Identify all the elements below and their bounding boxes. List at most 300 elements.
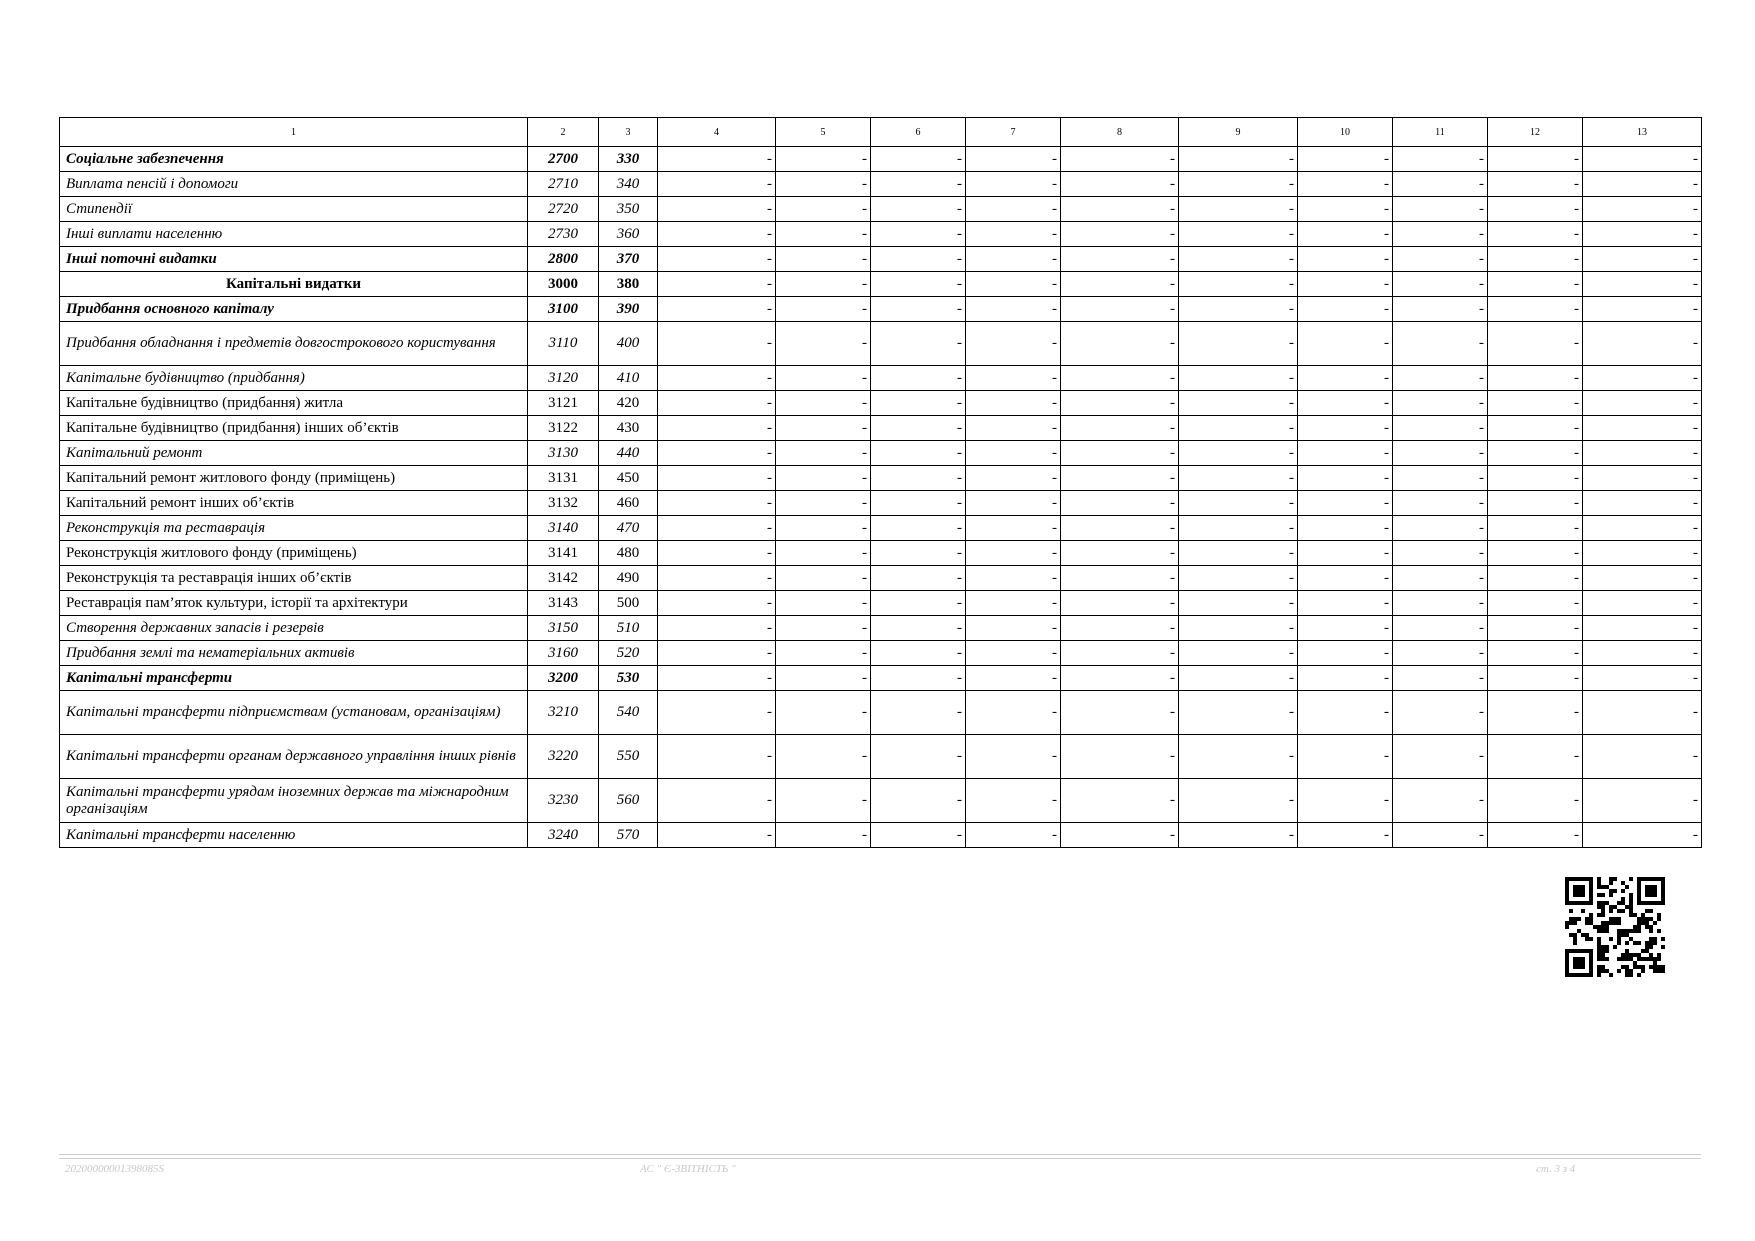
value-cell: - (1061, 466, 1179, 491)
value-cell: - (776, 491, 871, 516)
value-cell: - (1061, 735, 1179, 779)
row-code: 2700 (528, 147, 599, 172)
value-cell: - (776, 641, 871, 666)
value-cell: - (1583, 247, 1702, 272)
table-row (60, 466, 1702, 491)
row-number: 460 (599, 491, 658, 516)
value-cell: - (1179, 222, 1298, 247)
value-cell: - (1061, 591, 1179, 616)
value-cell: - (1393, 591, 1488, 616)
value-cell: - (1298, 441, 1393, 466)
column-number: 6 (871, 118, 966, 147)
table-row (60, 691, 1702, 735)
value-cell: - (1061, 172, 1179, 197)
value-cell: - (1488, 222, 1583, 247)
value-cell: - (871, 222, 966, 247)
value-cell: - (1583, 366, 1702, 391)
value-cell: - (1179, 416, 1298, 441)
row-name: Капітальні трансферти підприємствам (установам, організаціям) (60, 691, 528, 735)
value-cell: - (871, 591, 966, 616)
value-cell: - (1298, 516, 1393, 541)
row-name: Реконструкція та реставрація (60, 516, 528, 541)
value-cell: - (1061, 491, 1179, 516)
value-cell: - (1179, 779, 1298, 823)
value-cell: - (1298, 197, 1393, 222)
value-cell: - (1583, 147, 1702, 172)
table-row (60, 666, 1702, 691)
value-cell: - (966, 247, 1061, 272)
value-cell: - (966, 491, 1061, 516)
value-cell: - (1393, 441, 1488, 466)
footer-page-number: ст. 3 з 4 (1536, 1163, 1576, 1175)
row-name: Придбання обладнання і предметів довгострокового користування (60, 322, 528, 366)
value-cell: - (1393, 779, 1488, 823)
value-cell: - (1488, 516, 1583, 541)
value-cell: - (1298, 391, 1393, 416)
value-cell: - (658, 391, 776, 416)
row-number: 340 (599, 172, 658, 197)
value-cell: - (1393, 541, 1488, 566)
value-cell: - (966, 222, 1061, 247)
row-name: Соціальне забезпечення (60, 147, 528, 172)
column-number: 10 (1298, 118, 1393, 147)
value-cell: - (1061, 641, 1179, 666)
row-code: 3220 (528, 735, 599, 779)
value-cell: - (658, 366, 776, 391)
value-cell: - (1179, 666, 1298, 691)
value-cell: - (966, 322, 1061, 366)
row-name: Капітальне будівництво (придбання) житла (60, 391, 528, 416)
column-number: 3 (599, 118, 658, 147)
value-cell: - (1298, 172, 1393, 197)
value-cell: - (1179, 516, 1298, 541)
value-cell: - (1488, 466, 1583, 491)
value-cell: - (966, 691, 1061, 735)
value-cell: - (966, 541, 1061, 566)
row-name: Виплата пенсій і допомоги (60, 172, 528, 197)
value-cell: - (776, 147, 871, 172)
value-cell: - (776, 272, 871, 297)
value-cell: - (1393, 322, 1488, 366)
value-cell: - (966, 641, 1061, 666)
value-cell: - (1488, 591, 1583, 616)
value-cell: - (1061, 516, 1179, 541)
qr-code-icon (1565, 877, 1665, 977)
value-cell: - (658, 441, 776, 466)
value-cell: - (1583, 197, 1702, 222)
row-name: Капітальне будівництво (придбання) інших об’єктів (60, 416, 528, 441)
row-number: 410 (599, 366, 658, 391)
value-cell: - (1583, 222, 1702, 247)
row-code: 3000 (528, 272, 599, 297)
row-number: 520 (599, 641, 658, 666)
column-number: 8 (1061, 118, 1179, 147)
value-cell: - (1393, 691, 1488, 735)
row-code: 3140 (528, 516, 599, 541)
value-cell: - (1061, 272, 1179, 297)
value-cell: - (1393, 297, 1488, 322)
row-code: 3121 (528, 391, 599, 416)
table-row (60, 297, 1702, 322)
value-cell: - (1061, 297, 1179, 322)
value-cell: - (776, 566, 871, 591)
value-cell: - (966, 441, 1061, 466)
value-cell: - (658, 691, 776, 735)
value-cell: - (1061, 247, 1179, 272)
row-number: 440 (599, 441, 658, 466)
column-number: 13 (1583, 118, 1702, 147)
value-cell: - (1179, 591, 1298, 616)
table-row (60, 441, 1702, 466)
value-cell: - (658, 591, 776, 616)
row-name: Реконструкція та реставрація інших об’єктів (60, 566, 528, 591)
value-cell: - (1583, 466, 1702, 491)
value-cell: - (1488, 491, 1583, 516)
value-cell: - (1583, 779, 1702, 823)
value-cell: - (871, 466, 966, 491)
value-cell: - (871, 391, 966, 416)
row-name: Інші поточні видатки (60, 247, 528, 272)
value-cell: - (1179, 297, 1298, 322)
table-row (60, 322, 1702, 366)
value-cell: - (1488, 247, 1583, 272)
value-cell: - (1583, 297, 1702, 322)
row-name: Капітальний ремонт (60, 441, 528, 466)
value-cell: - (871, 491, 966, 516)
value-cell: - (1061, 566, 1179, 591)
value-cell: - (1393, 391, 1488, 416)
row-name: Капітальний ремонт інших об’єктів (60, 491, 528, 516)
table-row (60, 516, 1702, 541)
value-cell: - (966, 566, 1061, 591)
value-cell: - (1393, 735, 1488, 779)
row-name: Придбання основного капіталу (60, 297, 528, 322)
value-cell: - (658, 779, 776, 823)
value-cell: - (658, 272, 776, 297)
value-cell: - (1179, 172, 1298, 197)
value-cell: - (1298, 779, 1393, 823)
value-cell: - (658, 466, 776, 491)
value-cell: - (1488, 823, 1583, 848)
value-cell: - (1298, 641, 1393, 666)
value-cell: - (658, 735, 776, 779)
value-cell: - (1298, 297, 1393, 322)
value-cell: - (966, 272, 1061, 297)
table-row (60, 172, 1702, 197)
value-cell: - (658, 197, 776, 222)
row-name: Капітальні трансферти (60, 666, 528, 691)
value-cell: - (871, 641, 966, 666)
row-name: Придбання землі та нематеріальних активів (60, 641, 528, 666)
value-cell: - (776, 172, 871, 197)
row-code: 3122 (528, 416, 599, 441)
value-cell: - (871, 366, 966, 391)
row-number: 400 (599, 322, 658, 366)
row-number: 500 (599, 591, 658, 616)
value-cell: - (1179, 823, 1298, 848)
table-row (60, 366, 1702, 391)
row-number: 530 (599, 666, 658, 691)
table-row (60, 779, 1702, 823)
value-cell: - (871, 441, 966, 466)
table-row (60, 591, 1702, 616)
value-cell: - (1393, 616, 1488, 641)
table-row (60, 541, 1702, 566)
value-cell: - (871, 566, 966, 591)
value-cell: - (966, 823, 1061, 848)
row-name: Інші виплати населенню (60, 222, 528, 247)
row-number: 470 (599, 516, 658, 541)
value-cell: - (658, 541, 776, 566)
row-number: 330 (599, 147, 658, 172)
value-cell: - (1298, 691, 1393, 735)
value-cell: - (1583, 491, 1702, 516)
column-number: 4 (658, 118, 776, 147)
footer-document-id: 20200000001398085S (65, 1163, 164, 1175)
value-cell: - (1179, 147, 1298, 172)
value-cell: - (966, 516, 1061, 541)
value-cell: - (1488, 172, 1583, 197)
value-cell: - (776, 222, 871, 247)
value-cell: - (1393, 366, 1488, 391)
value-cell: - (776, 591, 871, 616)
value-cell: - (1488, 779, 1583, 823)
value-cell: - (776, 516, 871, 541)
column-number: 7 (966, 118, 1061, 147)
value-cell: - (1061, 441, 1179, 466)
row-code: 3131 (528, 466, 599, 491)
value-cell: - (1179, 247, 1298, 272)
value-cell: - (1298, 591, 1393, 616)
value-cell: - (1583, 172, 1702, 197)
value-cell: - (776, 735, 871, 779)
value-cell: - (776, 666, 871, 691)
value-cell: - (1393, 247, 1488, 272)
value-cell: - (1583, 616, 1702, 641)
value-cell: - (966, 197, 1061, 222)
value-cell: - (1061, 197, 1179, 222)
column-number: 5 (776, 118, 871, 147)
value-cell: - (1393, 566, 1488, 591)
value-cell: - (1179, 391, 1298, 416)
value-cell: - (966, 391, 1061, 416)
value-cell: - (776, 691, 871, 735)
value-cell: - (871, 147, 966, 172)
table-row (60, 247, 1702, 272)
value-cell: - (1179, 272, 1298, 297)
value-cell: - (1488, 272, 1583, 297)
value-cell: - (1393, 147, 1488, 172)
value-cell: - (1488, 541, 1583, 566)
value-cell: - (1298, 491, 1393, 516)
value-cell: - (1061, 391, 1179, 416)
value-cell: - (1179, 441, 1298, 466)
value-cell: - (1061, 222, 1179, 247)
column-number: 1 (60, 118, 528, 147)
value-cell: - (1298, 466, 1393, 491)
row-code: 3120 (528, 366, 599, 391)
value-cell: - (658, 222, 776, 247)
value-cell: - (776, 616, 871, 641)
row-number: 450 (599, 466, 658, 491)
value-cell: - (1488, 441, 1583, 466)
value-cell: - (871, 541, 966, 566)
row-code: 3200 (528, 666, 599, 691)
table-row (60, 491, 1702, 516)
value-cell: - (1393, 272, 1488, 297)
row-code: 2800 (528, 247, 599, 272)
value-cell: - (776, 322, 871, 366)
row-name: Капітальні трансферти населенню (60, 823, 528, 848)
value-cell: - (1583, 591, 1702, 616)
value-cell: - (658, 297, 776, 322)
value-cell: - (966, 416, 1061, 441)
column-number: 11 (1393, 118, 1488, 147)
value-cell: - (1488, 416, 1583, 441)
value-cell: - (1488, 391, 1583, 416)
table-row (60, 272, 1702, 297)
value-cell: - (871, 172, 966, 197)
value-cell: - (871, 516, 966, 541)
value-cell: - (1488, 197, 1583, 222)
value-cell: - (1393, 416, 1488, 441)
value-cell: - (1298, 541, 1393, 566)
value-cell: - (1179, 322, 1298, 366)
row-number: 560 (599, 779, 658, 823)
value-cell: - (871, 735, 966, 779)
value-cell: - (1179, 466, 1298, 491)
table-row (60, 222, 1702, 247)
value-cell: - (1583, 641, 1702, 666)
value-cell: - (1179, 197, 1298, 222)
value-cell: - (1179, 616, 1298, 641)
value-cell: - (1583, 272, 1702, 297)
value-cell: - (1393, 491, 1488, 516)
value-cell: - (1488, 691, 1583, 735)
row-name: Капітальні трансферти урядам іноземних держав та міжнародним організаціям (60, 779, 528, 823)
table-row (60, 147, 1702, 172)
row-code: 3230 (528, 779, 599, 823)
value-cell: - (871, 616, 966, 641)
value-cell: - (966, 366, 1061, 391)
value-cell: - (966, 779, 1061, 823)
value-cell: - (658, 172, 776, 197)
row-number: 430 (599, 416, 658, 441)
value-cell: - (1488, 366, 1583, 391)
value-cell: - (1179, 691, 1298, 735)
row-code: 2720 (528, 197, 599, 222)
row-number: 420 (599, 391, 658, 416)
value-cell: - (1298, 666, 1393, 691)
value-cell: - (871, 691, 966, 735)
value-cell: - (871, 272, 966, 297)
table-row (60, 616, 1702, 641)
value-cell: - (776, 416, 871, 441)
value-cell: - (658, 491, 776, 516)
footer-rule (59, 1154, 1701, 1159)
value-cell: - (1061, 691, 1179, 735)
row-code: 3240 (528, 823, 599, 848)
value-cell: - (1583, 391, 1702, 416)
value-cell: - (1298, 823, 1393, 848)
value-cell: - (966, 591, 1061, 616)
value-cell: - (871, 666, 966, 691)
table-row (60, 416, 1702, 441)
value-cell: - (1061, 366, 1179, 391)
row-code: 2710 (528, 172, 599, 197)
value-cell: - (658, 416, 776, 441)
value-cell: - (1583, 691, 1702, 735)
column-number-row (60, 118, 1702, 147)
value-cell: - (1179, 735, 1298, 779)
value-cell: - (1393, 172, 1488, 197)
report-table (59, 117, 1702, 848)
value-cell: - (776, 391, 871, 416)
value-cell: - (966, 297, 1061, 322)
value-cell: - (1298, 272, 1393, 297)
row-code: 3132 (528, 491, 599, 516)
value-cell: - (871, 823, 966, 848)
value-cell: - (658, 823, 776, 848)
value-cell: - (966, 735, 1061, 779)
value-cell: - (1061, 779, 1179, 823)
row-number: 390 (599, 297, 658, 322)
value-cell: - (1061, 666, 1179, 691)
table-row (60, 197, 1702, 222)
row-number: 490 (599, 566, 658, 591)
value-cell: - (1061, 147, 1179, 172)
value-cell: - (1488, 641, 1583, 666)
value-cell: - (1583, 823, 1702, 848)
row-code: 3143 (528, 591, 599, 616)
value-cell: - (658, 516, 776, 541)
value-cell: - (966, 666, 1061, 691)
value-cell: - (1583, 566, 1702, 591)
value-cell: - (776, 366, 871, 391)
value-cell: - (871, 416, 966, 441)
value-cell: - (1583, 516, 1702, 541)
row-number: 510 (599, 616, 658, 641)
row-code: 3210 (528, 691, 599, 735)
row-name: Капітальний ремонт житлового фонду (приміщень) (60, 466, 528, 491)
value-cell: - (776, 197, 871, 222)
row-code: 3110 (528, 322, 599, 366)
row-number: 480 (599, 541, 658, 566)
value-cell: - (1393, 466, 1488, 491)
value-cell: - (776, 441, 871, 466)
value-cell: - (1488, 297, 1583, 322)
row-name: Стипендії (60, 197, 528, 222)
row-name: Капітальне будівництво (придбання) (60, 366, 528, 391)
value-cell: - (658, 322, 776, 366)
value-cell: - (1393, 823, 1488, 848)
row-name: Реконструкція житлового фонду (приміщень) (60, 541, 528, 566)
value-cell: - (1179, 366, 1298, 391)
value-cell: - (1298, 616, 1393, 641)
value-cell: - (871, 247, 966, 272)
row-number: 360 (599, 222, 658, 247)
value-cell: - (966, 616, 1061, 641)
value-cell: - (658, 247, 776, 272)
footer-app-name: АС " Є-ЗВІТНІСТЬ " (640, 1163, 736, 1175)
value-cell: - (776, 466, 871, 491)
value-cell: - (1583, 666, 1702, 691)
value-cell: - (1488, 322, 1583, 366)
row-number: 550 (599, 735, 658, 779)
value-cell: - (1488, 735, 1583, 779)
row-code: 3141 (528, 541, 599, 566)
row-number: 370 (599, 247, 658, 272)
